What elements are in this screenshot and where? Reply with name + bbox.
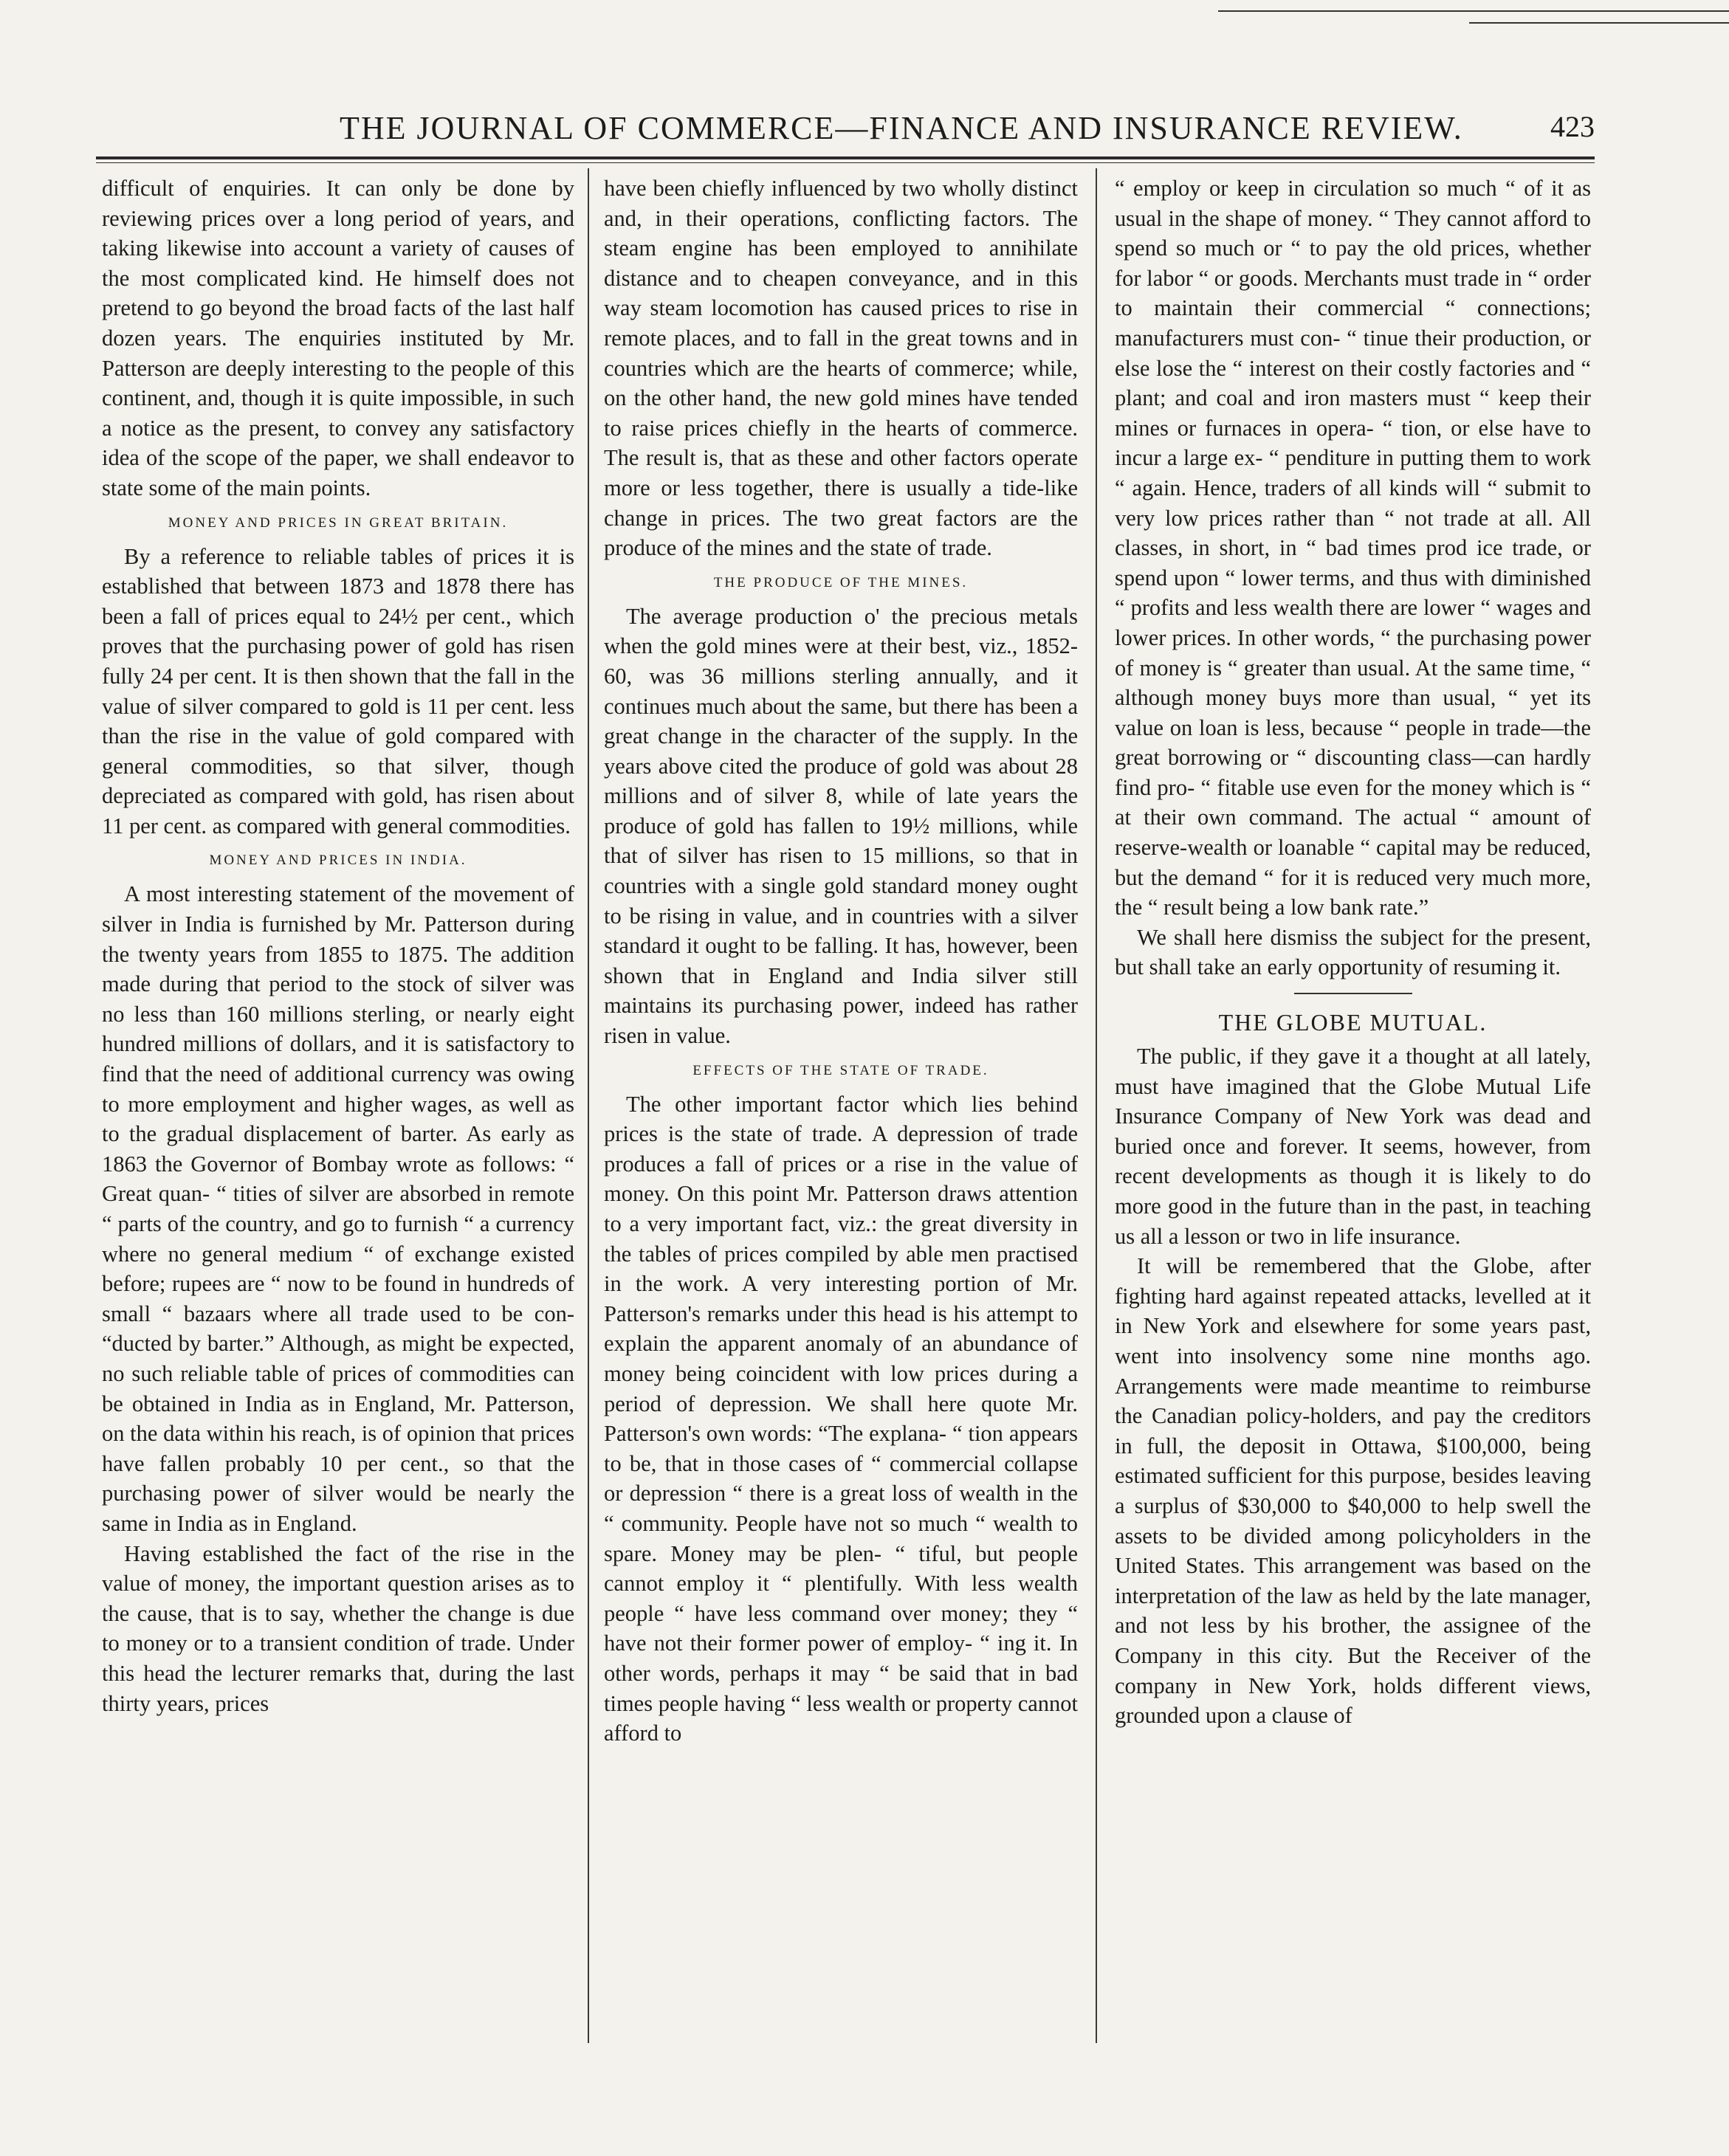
paragraph: A most interesting statement of the movement of silver in India is furnished by Mr. Patterson during the twenty years from 1855 to 1875. The addition made during that period to the stock of silver was no less than 160 millions sterling, or nearly eight hundred millions of dollars, and it is satisfactory to find that the need of additional currency was owing to more employment and higher wages, as well as to the gradual displacement of barter. As early as 1863 the Governor of Bombay wrote as follows: “ Great quan- “ tities of silver are absorbed in remote “ parts of the country, and go to furnish “ a currency where no general medium “ of exchange existed before; rupees are “ now to be found in hundreds of small “ bazaars where all trade used to be con- “ducted by barter.” Although, as might be expected, no such reliable table of prices of commodities can be obtained in India as in England, Mr. Patterson, on the data within his reach, is of opinion that prices have fallen probably 10 per cent., so that the purchasing power of silver would be nearly the same in India as in England. bbox=[102, 881, 574, 1536]
column-3 bbox=[1115, 173, 1591, 2041]
journal-title: THE JOURNAL OF COMMERCE—FINANCE AND INSURANCE REVIEW. bbox=[340, 110, 1463, 146]
paragraph: It will be remembered that the Globe, after fighting hard against repeated attacks, levelled at it in New York and elsewhere for some years past, went into insolvency some nine months ago. Arrangements were made meantime to reimburse the Canadian policy-holders, and pay the creditors in full, the deposit in Ottawa, $100,000, being estimated sufficient for this purpose, besides leaving a surplus of $30,000 to $40,000 to help swell the assets to be divided among policyholders in the United States. This arrangement was based on the interpretation of the law as held by the late manager, and not less by his brother, the assignee of the Company in this city. But the Receiver of the company in New York, holds different views, grounded upon a clause of bbox=[1115, 1253, 1591, 1729]
section-heading: THE PRODUCE OF THE MINES. bbox=[713, 574, 969, 590]
paragraph: “ employ or keep in circulation so much “ of it as usual in the shape of money. “ They cannot afford to spend so much or “ to pay the old prices, whether for labor “ or goods. Merchants must trade in “ order to maintain their commercial “ connections; manufacturers must con- “ tinue their production, or else lose the “ interest on their costly factories and “ plant; and coal and iron masters must “ keep their mines or furnaces in opera- “ tion, or else have to incur a large ex- “ penditure in putting them to work “ again. Hence, traders of all kinds will “ submit to very low prices rather than “ not trade at all. All classes, in short, in “ bad times prod ice trade, or spend upon “ lower terms, and thus with diminished “ profits and less wealth there are lower “ wages and lower prices. In other words, “ the purchasing power of money is “ greater than usual. At the same time, “ although money buys more than usual, “ yet its value on loan is less, because “ people in trade—the great borrowing or “ discounting class—can hardly find pro- “ fitable use even for the money which is “ at their own command. The actual “ amount of reserve-wealth or loanable “ capital may be reduced, but the demand “ for it is reduced very much more, the “ result being a low bank rate.” bbox=[1115, 176, 1591, 920]
paragraph: We shall here dismiss the subject for the present, but shall take an early opportunity of resuming it. bbox=[1115, 924, 1591, 980]
page-number: 423 bbox=[1550, 110, 1595, 143]
article-separator bbox=[1294, 993, 1412, 994]
section-heading: EFFECTS OF THE STATE OF TRADE. bbox=[692, 1062, 989, 1078]
paragraph: The public, if they gave it a thought at all lately, must have imagined that the Globe Mutual Life Insurance Company of New York was dead and buried once and forever. It seems, however, from recent developments as though it is likely to do more good in the future than in the past, in teaching us all a lesson or two in life insurance. bbox=[1115, 1044, 1591, 1249]
paragraph: difficult of enquiries. It can only be done by reviewing prices over a long period of years, and taking likewise into account a variety of causes of the most complicated kind. He himself does not pretend to go beyond the broad facts of the last half dozen years. The enquiries instituted by Mr. Patterson are deeply interesting to the people of this continent, and, though it is quite impossible, in such a notice as the present, to convey any satisfactory idea of the scope of the paper, we shall endeavor to state some of the main points. bbox=[102, 176, 574, 500]
column-1 bbox=[102, 173, 574, 2041]
paragraph: By a reference to reliable tables of prices it is established that between 1873 and 1878 there has been a fall of prices equal to 24½ per cent., which proves that the purchasing power of gold has risen fully 24 per cent. It is then shown that the fall in the value of silver compared to gold is 11 per cent. less than the rise in the value of gold compared with general commodities, so that silver, though depreciated as compared with gold, has risen about 11 per cent. as compared with general commodities. bbox=[102, 543, 574, 838]
corner-rule-second bbox=[1469, 22, 1729, 24]
paragraph: have been chiefly influenced by two wholly distinct and, in their operations, conflicting factors. The steam engine has been employed to annihilate distance and to cheapen conveyance, and in this way steam locomotion has caused prices to rise in remote places, and to fall in the great towns and in countries which are the hearts of commerce; while, on the other hand, the new gold mines have tended to raise prices chiefly in the hearts of commerce. The result is, that as these and other factors operate more or less together, there is usually a tide-like change in prices. The two great factors are the produce of the mines and the state of trade. bbox=[604, 176, 1078, 561]
column-divider-1 bbox=[588, 168, 589, 2043]
corner-rule-top bbox=[1218, 10, 1729, 12]
section-heading: MONEY AND PRICES IN INDIA. bbox=[209, 853, 467, 869]
header-rule-thick bbox=[96, 156, 1595, 159]
article-title: THE GLOBE MUTUAL. bbox=[1218, 1009, 1488, 1036]
header-rule-thin bbox=[96, 162, 1595, 163]
column-2 bbox=[604, 173, 1078, 2041]
page-header bbox=[96, 109, 1595, 154]
paragraph: Having established the fact of the rise in the value of money, the important question arises as to the cause, that is to say, whether the change is due to money or to a transient condition of trade. Under this head the lecturer remarks that, during the last thirty years, prices bbox=[102, 1540, 574, 1716]
paragraph: The other important factor which lies behind prices is the state of trade. A depression of trade produces a fall of prices or a rise in the value of money. On this point Mr. Patterson draws attention to a very important fact, viz.: the great diversity in the tables of prices compiled by able men practised in the work. A very interesting portion of Mr. Patterson's remarks under this head is his attempt to explain the apparent anomaly of an abundance of money being coincident with low prices during a period of depression. We shall here quote Mr. Patterson's own words: “The explana- “ tion appears to be, that in those cases of “ commercial collapse or depression “ there is a great loss of wealth in the “ community. People have not so much “ wealth to spare. Money may be plen- “ tiful, but people cannot employ it “ plentifully. With less wealth people “ have less command over money; they “ have not their former power of employ- “ ing it. In other words, perhaps it may “ be said that in bad times people having “ less wealth or property cannot afford to bbox=[604, 1091, 1078, 1746]
section-heading: MONEY AND PRICES IN GREAT BRITAIN. bbox=[168, 514, 509, 531]
column-divider-2 bbox=[1096, 168, 1097, 2043]
paragraph: The average production o' the precious metals when the gold mines were at their best, viz., 1852-60, was 36 millions sterling annually, and it continues much about the same, but there has been a great change in the character of the supply. In the years above cited the produce of gold was about 28 millions and of silver 8, while of late years the produce of gold has fallen to 19½ millions, while that of silver has risen to 15 millions, so that in countries with a single gold standard money ought to be rising in value, and in countries with a silver standard it ought to be falling. It has, however, been shown that in England and India silver still maintains its purchasing power, indeed has rather risen in value. bbox=[604, 603, 1078, 1049]
